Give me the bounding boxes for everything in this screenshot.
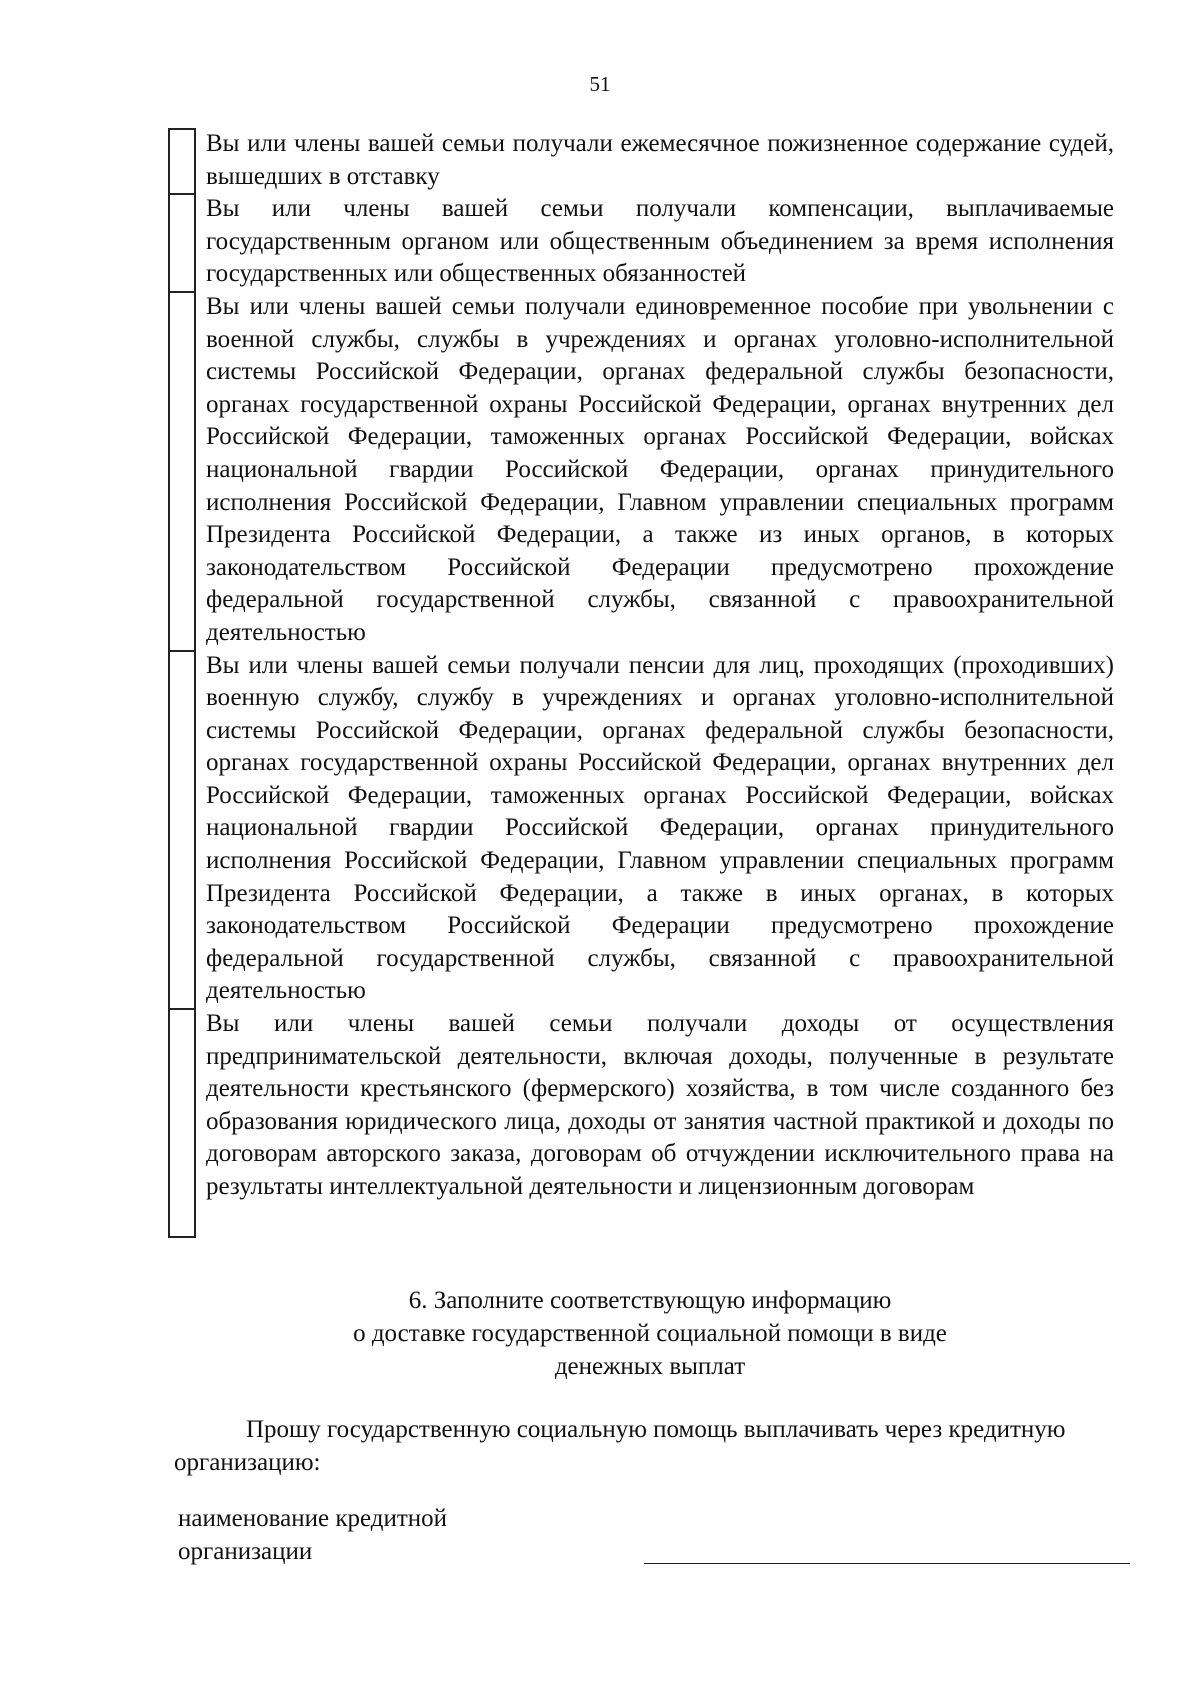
checklist-row [168, 1008, 1114, 1238]
credit-org-label-line: наименование кредитной [178, 1505, 448, 1532]
checkbox[interactable] [168, 291, 196, 650]
checklist-row [168, 291, 1114, 650]
checklist-row [168, 193, 1114, 291]
section-title [250, 1284, 1050, 1383]
page-number: 51 [589, 72, 611, 96]
credit-org-input[interactable] [644, 1563, 1130, 1564]
checklist-item-text: Вы или члены вашей семьи получали пенсии для лиц, проходящих (проходивших) военную службу, службу в учреждениях и органах уголовно-исполнительной системы Российской Федерации, органах федеральной службы безопасности, органах государственной охраны Российской Федерации, органах внутренних дел Российской Федерации, таможенных органах Российской Федерации, войсках национальной гвардии Российской Федерации, органах принудительного исполнения Российской Федерации, Главном управлении специальных программ Президента Российской Федерации, а также в иных органах, в которых законодательством Российской Федерации предусмотрено прохождение федеральной государственной службы, связанной с правоохранительной деятельностью [206, 651, 1114, 1005]
checklist-row [168, 650, 1114, 1009]
checklist-row [168, 128, 1114, 193]
checkbox[interactable] [168, 128, 196, 193]
checkbox[interactable] [168, 193, 196, 291]
section-title-line: 6. Заполните соответствующую информацию [408, 1287, 892, 1314]
checklist-item-text: Вы или члены вашей семьи получали единовременное пособие при увольнении с военной службы, службы в учреждениях и органах уголовно-исполнительной системы Российской Федерации, органах федеральной службы безопасности, органах государственной охраны Российской Федерации, органах внутренних дел Российской Федерации, таможенных органах Российской Федерации, войсках национальной гвардии Российской Федерации, органах принудительного исполнения Российской Федерации, Главном управлении специальных программ Президента Российской Федерации, а также из иных органов, в которых законодательством Российской Федерации предусмотрено прохождение федеральной государственной службы, связанной с правоохранительной деятельностью [206, 292, 1114, 646]
section-title-line: денежных выплат [554, 1353, 746, 1380]
request-text: Прошу государственную социальную помощь выплачивать через кредитную организацию: [174, 1416, 1066, 1476]
credit-org-label [178, 1502, 518, 1568]
section-title-line: о доставке государственной социальной помощи в виде [353, 1320, 947, 1347]
checkbox[interactable] [168, 1008, 196, 1238]
checklist-item-text: Вы или члены вашей семьи получали ежемесячное пожизненное содержание судей, вышедших в отставку [206, 130, 1114, 190]
checklist-item-text: Вы или члены вашей семьи получали компенсации, выплачиваемые государственным органом или общественным объединением за время исполнения государственных или общественных обязанностей [206, 195, 1114, 288]
checklist-item-text: Вы или члены вашей семьи получали доходы от осуществления предпринимательской деятельности, включая доходы, полученные в результате деятельности крестьянского (фермерского) хозяйства, в том числе созданного без образования юридического лица, доходы от занятия частной практикой и доходы по договорам авторского заказа, договорам об отчуждении исключительного права на результаты интеллектуальной деятельности и лицензионным договорам [206, 1010, 1114, 1200]
checkbox[interactable] [168, 650, 196, 1009]
checklist [168, 128, 1114, 1238]
credit-org-label-line: организации [178, 1538, 313, 1565]
